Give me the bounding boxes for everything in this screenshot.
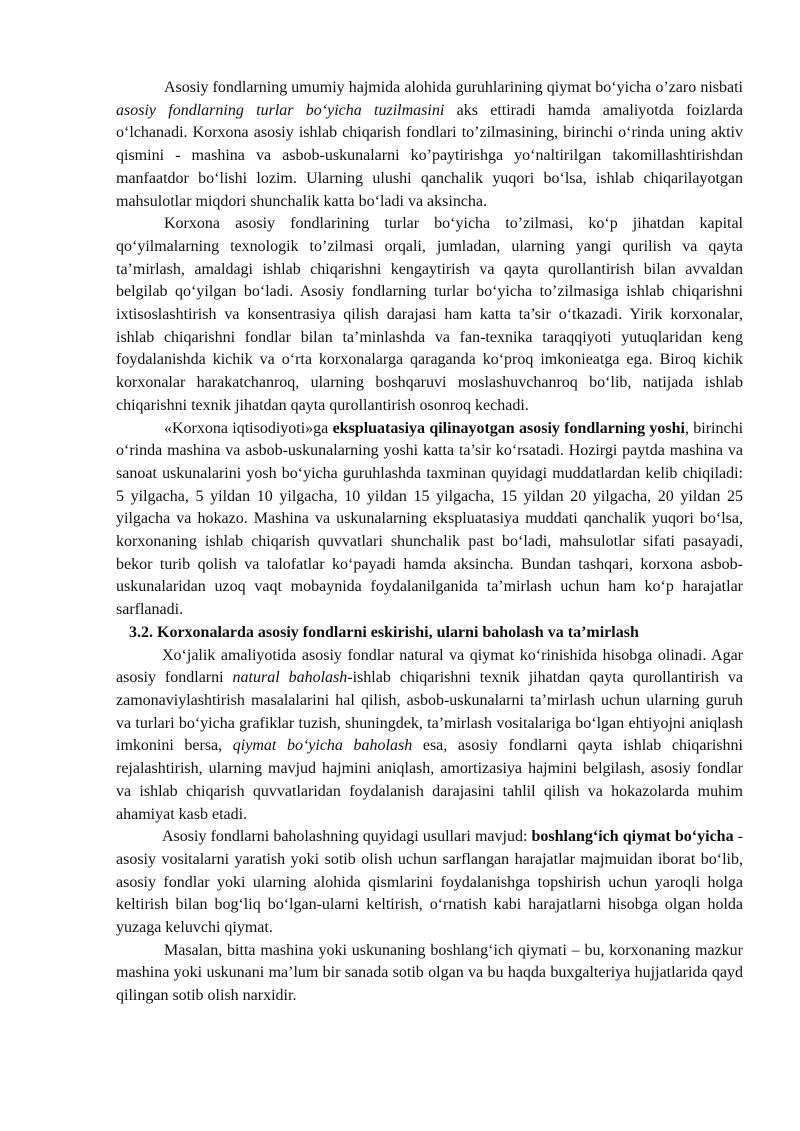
paragraph-text: Asosiy fondlarni baholashning quyidagi usullari mavjud:	[162, 828, 532, 846]
paragraph-text: , birinchi o‘rinda mashina va asbob-uskunalarning yoshi katta ta’sir ko‘rsatadi. Hozirgi paytda mashina va sanoat uskunalarini yosh bo‘yicha guruhlashda taxminan quyidagi muddatlardan kelib chiqiladi: 5 yilgacha, 5 yildan 10 yilgacha, 10 yildan 15 yilgacha, 15 yildan 20 yilgacha, 20 yildan 25 yilgacha va hokazo. Mashina va uskunalarning ekspluatasiya muddati qanchalik yuqori bo‘lsa, korxonaning ishlab chiqarish quvvatlari shunchalik past bo‘ladi, mahsulotlar sifati pasayadi, bekor turib qolish va talofatlar ko‘payadi hamda aksincha. Bundan tashqari, korxona asbob-uskunalaridan uzoq vaqt mobaynida foydalanilganida ta’mirlash uchun ham ko‘p harajatlar sarflanadi.	[116, 419, 744, 619]
paragraph-text: Asosiy fondlarning umumiy hajmida alohida guruhlarining qiymat bo‘yicha o’zaro nisbati	[164, 79, 743, 96]
paragraph-text: Xo‘jalik amaliyotida asosiy fondlar natural va qiymat ko‘rinishida hisobga olinadi. Agar asosiy fondlarni	[116, 646, 743, 687]
paragraph-example	[116, 940, 743, 1008]
paragraph-text: aks ettiradi hamda amaliyotda foizlarda o‘lchanadi. Korxona asosiy ishlab chiqarish fondlari to’zilmasining, birinchi o‘rinda uning aktiv qismini - mashina va asbob-uskunalarni ko’paytirishga yo‘naltirilgan takomillashtirishdan manfaatdor bo‘lishi lozim. Ularning ulushi qanchalik yuqori bo‘lsa, ishlab chiqarilayotgan mahsulotlar miqdori shunchalik katta bo‘ladi va aksincha.	[116, 101, 743, 210]
paragraph-age-of-fonds	[116, 418, 743, 622]
paragraph-text: «Korxona iqtisodiyoti»ga	[164, 419, 333, 437]
italic-term: asosiy fondlarning turlar bo‘yicha tuzilmasini	[116, 101, 445, 119]
paragraph-text: esa, asosiy fondlarni qayta ishlab chiqarishni rejalashtirish, ularning mavjud hajmini aniqlash, amortizasiya hajmini belgilash, asosiy fondlar va ishlab chiqarish quvvatlaridan foydalanish darajasini tahlil qilish va hokazolarda muhim ahamiyat kasb etadi.	[116, 737, 743, 823]
paragraph-structure-by-type	[116, 77, 743, 213]
paragraph-structure-factors	[116, 213, 743, 417]
paragraph-text: Korxona asosiy fondlarining turlar bo‘yicha to’zilmasi, ko‘p jihatdan kapital qo‘yilmalarning texnologik to’zilmasi orqali, jumladan, ularning yangi qurilish va qayta ta’mirlash, amaldagi ishlab chiqarishni kengaytirish va qayta qurollantirish bilan avvaldan belgilab qo‘yilgan bo‘ladi. Asosiy fondlarning turlar bo‘yicha to’zilmasiga ishlab chiqarishni ixtisoslashtirish va konsentrasiya qilish darajasi ham katta ta’sir o‘tkazadi. Yirik korxonalar, ishlab chiqarishni fondlar bilan ta’minlashda va fan-texnika taraqqiyoti yutuqlaridan keng foydalanishda kichik va o‘rta korxonalarga qaraganda ko‘proq imkonieatga ega. Biroq kichik korxonalar harakatchanroq, ularning boshqaruvi moslashuvchanroq bo‘lib, natijada ishlab chiqarishni texnik jihatdan qayta qurollantirish osonroq kechadi.	[116, 215, 743, 414]
section-heading: 3.2. Korxonalarda asosiy fondlarni eskirishi, ularni baholash va ta’mirlash	[129, 623, 639, 641]
bold-term: ekspluatasiya qilinayotgan asosiy fondlarning yoshi	[332, 419, 685, 437]
paragraph-valuation-methods	[116, 826, 743, 940]
paragraph-text: - asosiy vositalarni yaratish yoki sotib olish uchun sarflangan harajatlar majmuidan iborat bo‘lib, asosiy fondlar yoki ularning alohida qismlarini foydalanishga topshirish uchun yaroqli holga keltirish bilan bog‘liq bo‘lgan-ularni keltirish, o‘rnatish kabi harajatlarni hisobga olgan holda yuzaga keluvchi qiymat.	[116, 828, 744, 937]
italic-term: qiymat bo‘yicha baholash	[232, 737, 413, 755]
document-page	[116, 77, 743, 1008]
italic-term: natural baholash	[232, 669, 348, 687]
paragraph-natural-and-value	[116, 645, 743, 827]
paragraph-text: -ishlab chiqarishni texnik jihatdan qayta qurollantirish va zamonaviylashtirish masalalarini hal qilish, asbob-uskunalarni ta’mirlash uchun ularning guruh va turlari bo‘yicha grafiklar tuzish, shuningdek, ta’mirlash vositalariga bo‘lgan ehtiyojni aniqlash imkonini bersa,	[116, 669, 744, 755]
paragraph-text: Masalan, bitta mashina yoki uskunaning boshlang‘ich qiymati – bu, korxonaning mazkur mashina yoki uskunani ma’lum bir sanada sotib olgan va bu haqda buxgalteriya hujjatlarida qayd qilingan sotib olish narxidir.	[116, 941, 743, 1005]
bold-term: boshlang‘ich qiymat bo‘yicha	[531, 828, 734, 846]
